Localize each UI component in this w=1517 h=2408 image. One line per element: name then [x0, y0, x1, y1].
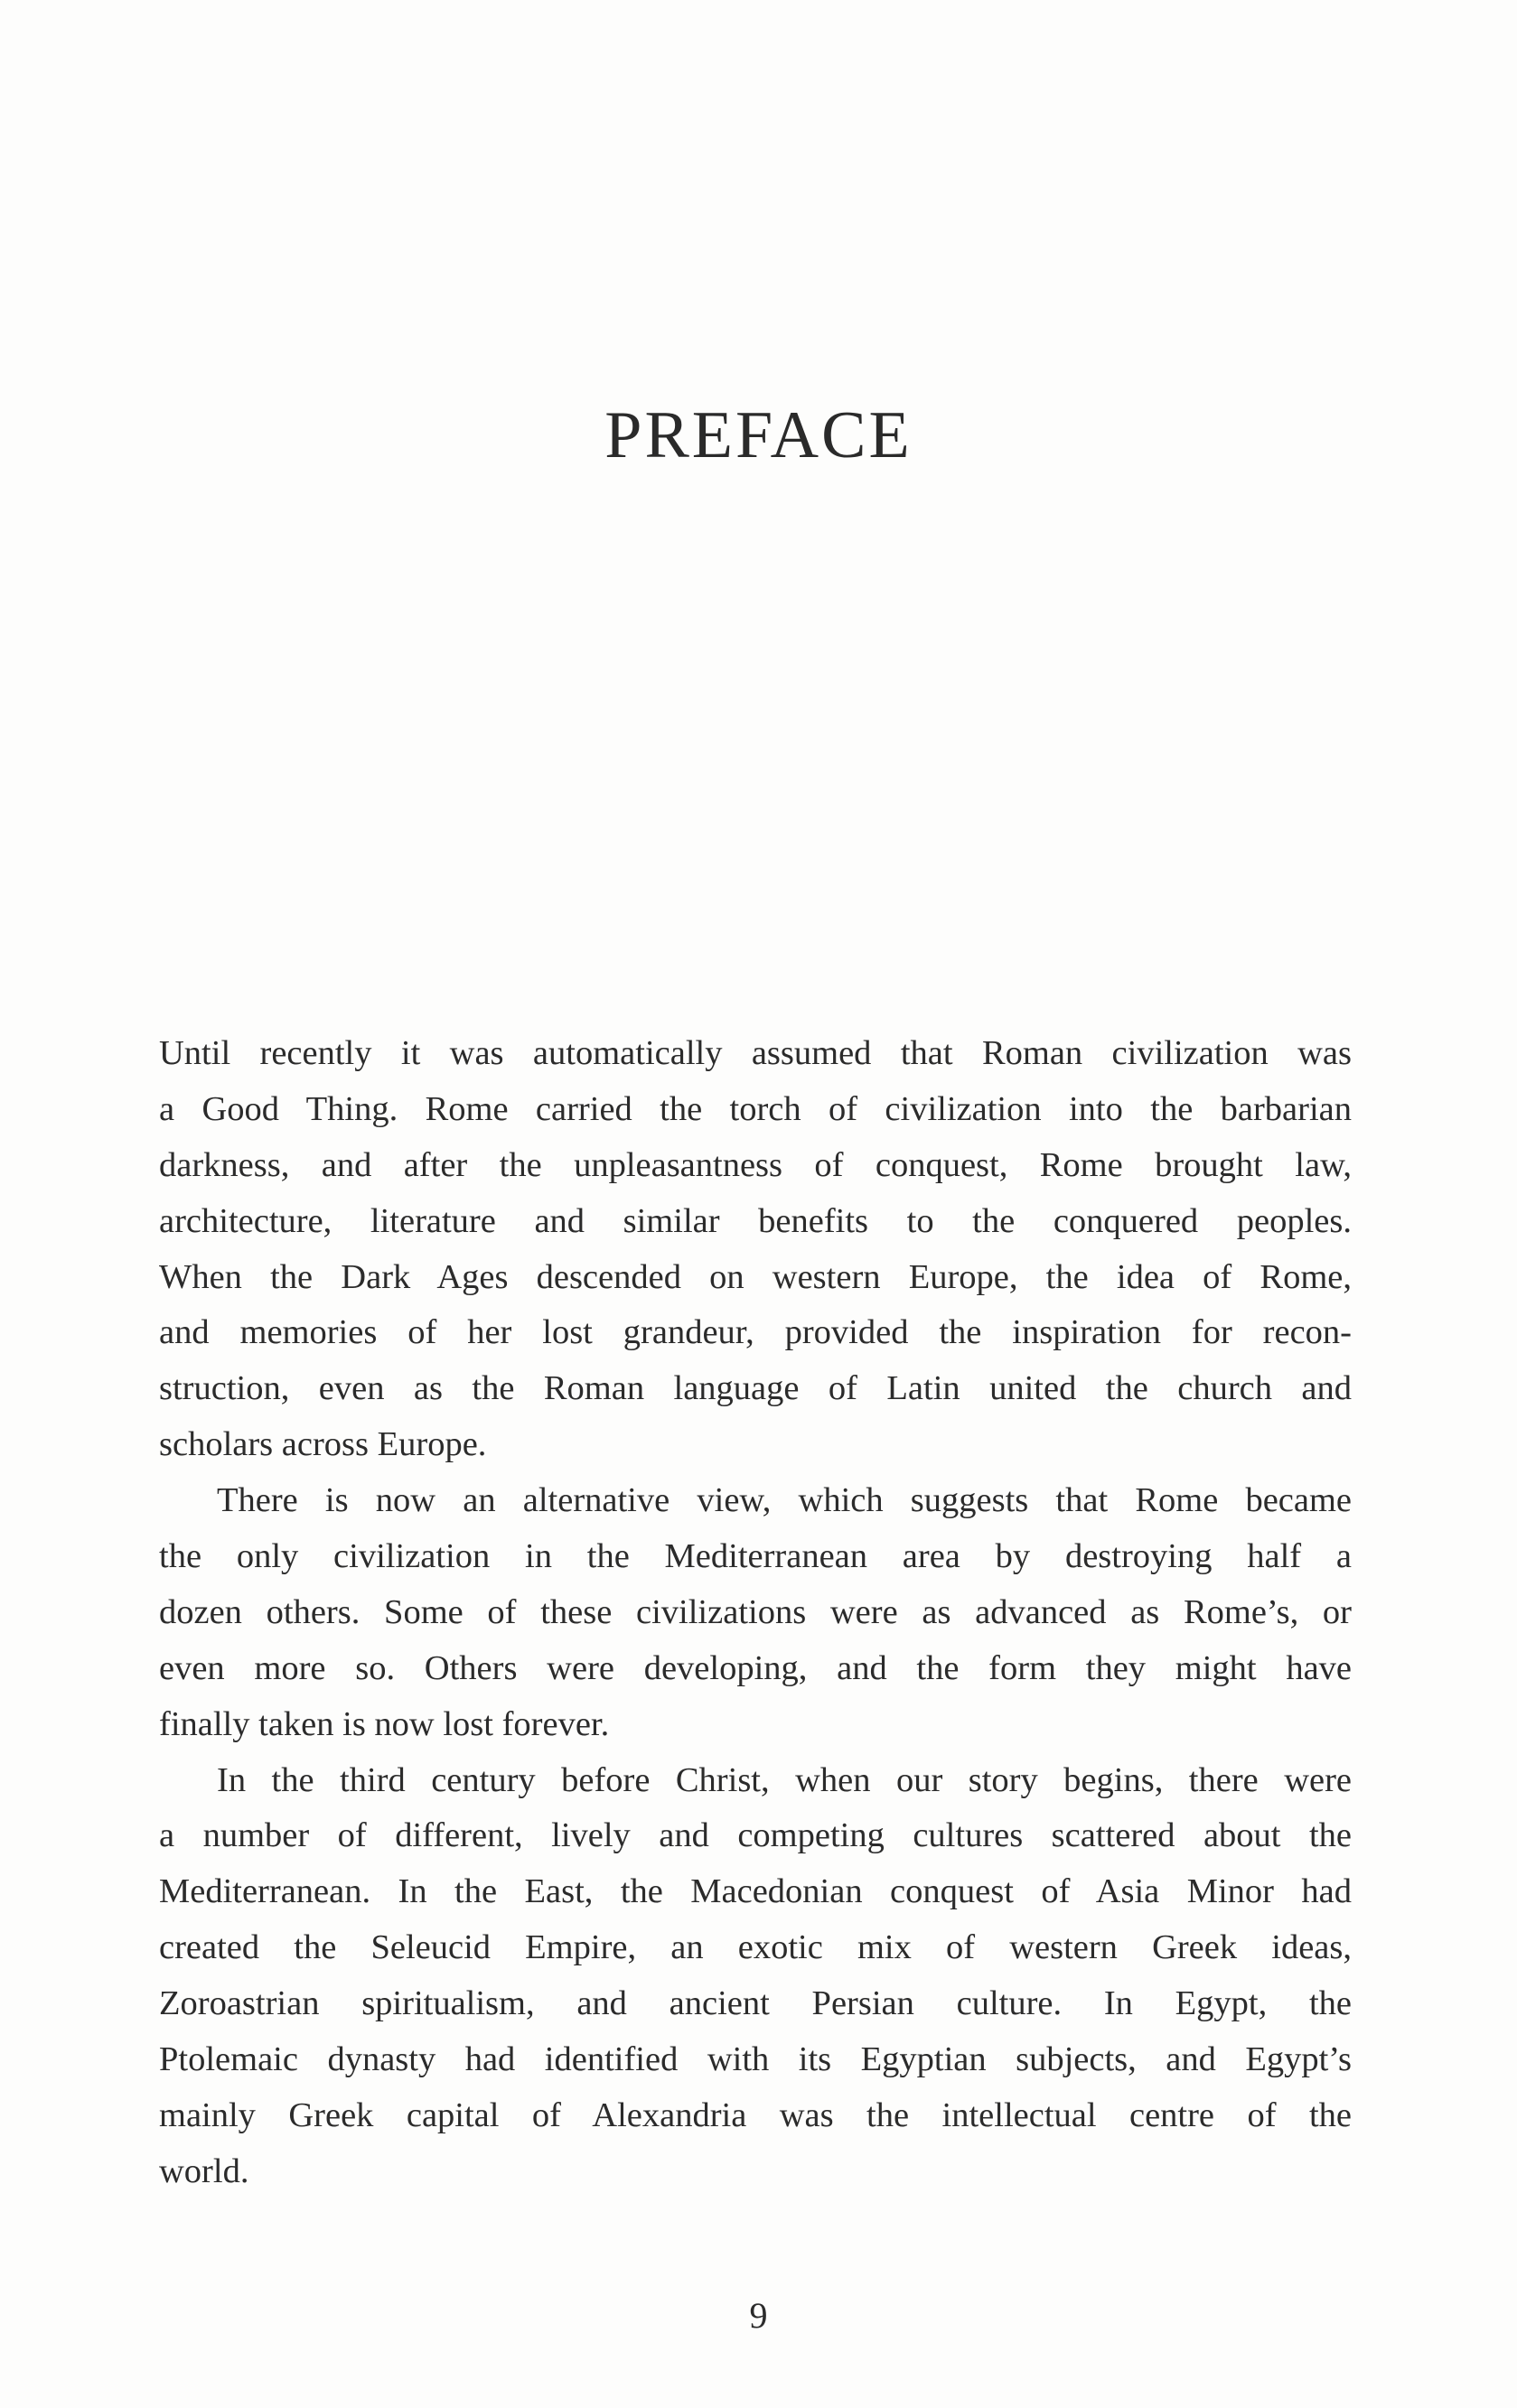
text-line: Zoroastrian spiritualism, and ancient Persian culture. In Egypt, the — [159, 1984, 1352, 2023]
text-line: world. — [159, 2151, 249, 2190]
body-text — [159, 1026, 1352, 2200]
text-line: created the Seleucid Empire, an exotic mix of western Greek ideas, — [159, 1928, 1352, 1967]
text-line: When the Dark Ages descended on western Europe, the idea of Rome, — [159, 1257, 1352, 1296]
text-line: and memories of her lost grandeur, provided the inspiration for recon- — [159, 1313, 1352, 1352]
text-line: darkness, and after the unpleasantness of conquest, Rome brought law, — [159, 1145, 1352, 1184]
paragraph-1 — [159, 1026, 1352, 1473]
text-line: finally taken is now lost forever. — [159, 1704, 610, 1743]
text-line: Until recently it was automatically assumed that Roman civilization was — [159, 1034, 1352, 1072]
chapter-title: PREFACE — [604, 398, 913, 472]
text-line: mainly Greek capital of Alexandria was the intellectual centre of the — [159, 2095, 1352, 2134]
text-line: scholars across Europe. — [159, 1425, 487, 1464]
text-line: In the third century before Christ, when our story begins, there were — [217, 1760, 1352, 1799]
text-line: a Good Thing. Rome carried the torch of civilization into the barbarian — [159, 1089, 1352, 1128]
paragraph-2 — [159, 1473, 1352, 1752]
text-line: dozen others. Some of these civilizations were as advanced as Rome’s, or — [159, 1592, 1352, 1631]
page-number: 9 — [749, 2295, 768, 2336]
text-line: a number of different, lively and competing cultures scattered about the — [159, 1816, 1352, 1855]
paragraph-3 — [159, 1753, 1352, 2200]
text-line: struction, even as the Roman language of Latin united the church and — [159, 1369, 1352, 1408]
text-line: architecture, literature and similar benefits to the conquered peoples. — [159, 1201, 1352, 1240]
text-line: the only civilization in the Mediterranean area by destroying half a — [159, 1537, 1352, 1576]
text-line: Ptolemaic dynasty had identified with its Egyptian subjects, and Egypt’s — [159, 2040, 1352, 2079]
text-line: Mediterranean. In the East, the Macedonian conquest of Asia Minor had — [159, 1872, 1352, 1911]
text-line: There is now an alternative view, which suggests that Rome became — [217, 1481, 1352, 1520]
text-line: even more so. Others were developing, and the form they might have — [159, 1648, 1352, 1687]
